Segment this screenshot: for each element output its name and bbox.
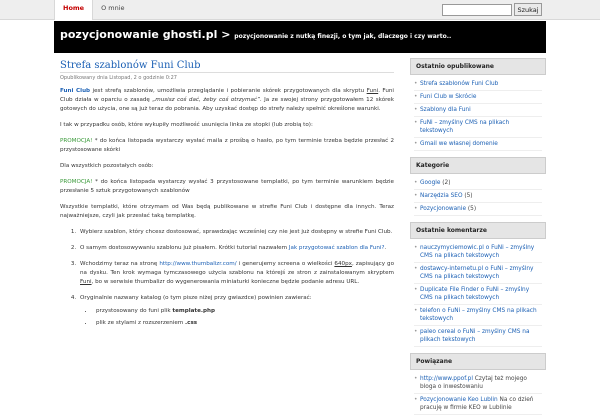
comments-list [410, 239, 546, 347]
comment-author-link[interactable]: Duplicate File Finder [420, 287, 479, 293]
quote-italic: „musisz coś dać, żeby coś otrzymać” [152, 97, 260, 103]
main-content [54, 58, 394, 400]
category-count: (5) [464, 193, 473, 199]
category-link[interactable]: Pozycjonowanie [420, 206, 467, 212]
comment-author-link[interactable]: paleo cereal [420, 329, 456, 335]
step-3 [78, 260, 394, 287]
comment-post-link[interactable]: o FuNi – zmyślny CMS na plikach tekstowych [420, 287, 530, 301]
step-2 [78, 244, 394, 253]
paragraph-intro [60, 87, 394, 114]
list-item[interactable] [414, 177, 542, 190]
text-span: . Ja ze swojej strony przygotowałem 12 skórek gotowych do użycia, one są już teraz do pobrania. Aby uzyskać dostęp do strefy należy spełnić określone warunki. [60, 97, 394, 112]
site-title-text[interactable]: pozycjonowanie ghosti.pl > [60, 28, 231, 41]
list-item[interactable] [414, 242, 542, 263]
related-link[interactable]: Pozycjonowanie Keo Lublin [420, 397, 498, 403]
extension-bold: .css [185, 320, 198, 326]
category-count: (2) [442, 180, 451, 186]
list-item[interactable] [414, 104, 542, 117]
comment-post-link[interactable]: o FuNi – zmyślny CMS na plikach tekstowych [420, 266, 534, 280]
main-nav [54, 0, 133, 20]
filename-bold: template.php [172, 308, 215, 314]
search-button[interactable]: Szukaj [514, 3, 542, 16]
paragraph-templates: Wszystkie templatki, które otrzymam od Was będą publikowane w strefie Funi Club i dostępne dla innych. Teraz najważniejsze, czyli jak przesłać taką templatkę. [60, 204, 394, 219]
site-title[interactable] [60, 28, 451, 41]
search-input[interactable] [442, 4, 512, 16]
widget-heading: Ostatnie komentarze [410, 222, 546, 239]
text-span: O samym dostosowywaniu szablonu już pisałem. Krótki tutorial nazwałem [80, 245, 289, 251]
steps-list [78, 228, 394, 328]
step-1: 1. Wybierz szablon, który chcesz dostosować, sprawdzając wcześniej czy nie jest już dostępny w strefie Funi Club. [78, 228, 394, 237]
recent-post-link[interactable]: Strefa szablonów Funi Club [420, 81, 499, 87]
related-desc: Na co dzień pracuję w firmie KEO w Lublinie [420, 397, 534, 411]
related-list [410, 370, 546, 415]
paragraph-condition: I tak w przypadku osób, które wykupiły możliwość usunięcia linka ze stopki (lub zrobią to): [60, 122, 313, 128]
list-item[interactable] [414, 203, 542, 216]
promo-label: PROMOCJA! [60, 138, 93, 144]
widget-related [410, 353, 546, 415]
recent-post-link[interactable]: Funi Club w Skrócie [420, 94, 477, 100]
list-item[interactable] [414, 305, 542, 326]
step-4 [78, 294, 394, 328]
nav-o-mnie[interactable]: O mnie [101, 4, 125, 12]
recent-post-link[interactable]: FuNi – zmyślny CMS na plikach tekstowych [420, 120, 510, 134]
comment-post-link[interactable]: o FuNi – zmyślny CMS na plikach tekstowych [420, 329, 530, 343]
file-item-template [94, 307, 394, 316]
text-span: jest strefą szablonów, umożliwia przeglądanie i pobieranie skórek przygotowanych dla skryptu [90, 88, 367, 94]
recent-post-link[interactable]: Gmail we własnej domenie [420, 141, 498, 147]
list-item[interactable] [414, 117, 542, 138]
list-item[interactable] [414, 284, 542, 305]
text-span: . [384, 245, 387, 251]
sidebar [410, 58, 546, 411]
comment-author-link[interactable]: dostawcy-internetu.pl [420, 266, 484, 272]
widget-heading: Ostatnio opublikowane [410, 58, 546, 75]
comment-author-link[interactable]: nauczymyciemowic.pl [420, 245, 484, 251]
text-span: przystosowany do funi plik [96, 308, 173, 314]
widget-recent-posts [410, 58, 546, 151]
comment-post-link[interactable]: o FuNi – zmyślny CMS na plikach tekstowych [420, 245, 535, 259]
text-span: * do końca listopada wystarczy wysłać maila z prośbą o hasło, po tym terminie trzeba będzie przesłać 2 przystosowane skórki [60, 138, 394, 153]
comment-author-link[interactable]: telefon [420, 308, 441, 314]
text-span: plik ze stylami z rozszerzeniem [96, 320, 186, 326]
funi-underlined: Funi [80, 279, 92, 285]
nav-home[interactable]: Home [54, 0, 93, 20]
size-underlined: 640px [334, 261, 352, 267]
related-link[interactable]: http://www.ppof.pl [420, 376, 473, 382]
widget-heading: Powiązane [410, 353, 546, 370]
paragraph-promo-2 [60, 178, 394, 196]
list-item[interactable] [414, 373, 542, 394]
recent-posts-list [410, 75, 546, 151]
paragraph-promo-1 [60, 137, 394, 155]
text-span: Oryginalnie nazwany katalog (o tym pisze niżej przy gwiazdce) powinien zawierać: [80, 295, 312, 301]
text-span: i generujemy screena o wielkości [236, 261, 335, 267]
related-desc: Czytaj też mojego bloga o inwestowaniu [420, 376, 527, 390]
post-body [60, 87, 394, 328]
list-item[interactable] [414, 91, 542, 104]
funi-underlined: Funi [366, 88, 379, 94]
file-item-css [94, 319, 394, 328]
category-link[interactable]: Google [420, 180, 441, 186]
category-link[interactable]: Narzędzia SEO [420, 193, 463, 199]
widget-recent-comments [410, 222, 546, 347]
funi-club-bold: Funi Club [60, 88, 91, 94]
list-item[interactable] [414, 263, 542, 284]
text-span: * do końca listopada wystarczy wysłać 3 przystosowane templatki, po tym terminie warunkiem będzie przesłanie 5 sztuk przygotowanych szablonów [60, 179, 394, 194]
top-navigation-bar [0, 0, 600, 20]
thumbalizr-link[interactable]: http://www.thumbalizr.com/ [159, 261, 237, 267]
post-meta: Opublikowany dnia Listopad, 2 o godzinie 0:27 [60, 75, 177, 81]
post-title[interactable]: Strefa szablonów Funi Club [60, 60, 394, 73]
list-item[interactable] [414, 326, 542, 347]
text-span: . Funi Club działa w oparciu o zasadę [60, 88, 394, 103]
promo-label: PROMOCJA! [60, 179, 93, 185]
site-tagline: pozycjonowanie z nutką finezji, o tym jak, dlaczego i czy warto.. [234, 33, 452, 40]
list-item[interactable] [414, 138, 542, 151]
list-item[interactable] [414, 394, 542, 415]
widget-heading: Kategorie [410, 157, 546, 174]
required-files-list [94, 307, 394, 328]
recent-post-link[interactable]: Szablony dla Funi [420, 107, 471, 113]
category-count: (5) [467, 206, 477, 212]
comment-post-link[interactable]: o FuNi – zmyślny CMS na plikach tekstowych [420, 308, 537, 322]
site-header [54, 21, 546, 53]
text-span: Wchodzimy teraz na stronę [80, 261, 160, 267]
text-span: , zapisujący go na dysku. Ten krok wymaga tymczasowego użycia szablonu na którejś ze stron z zainstalowanym skryptem [80, 261, 394, 276]
list-item[interactable] [414, 190, 542, 203]
categories-list [410, 174, 546, 216]
text-span: , bo w serwisie thumbalizr do wygenerowania miniaturki konieczne będzie podanie adresu URL. [91, 279, 360, 285]
tutorial-link[interactable]: Jak przygotować szablon dla Funi? [288, 245, 385, 251]
paragraph-others: Dla wszystkich pozostałych osób: [60, 163, 154, 169]
list-item[interactable] [414, 78, 542, 91]
widget-categories [410, 157, 546, 216]
